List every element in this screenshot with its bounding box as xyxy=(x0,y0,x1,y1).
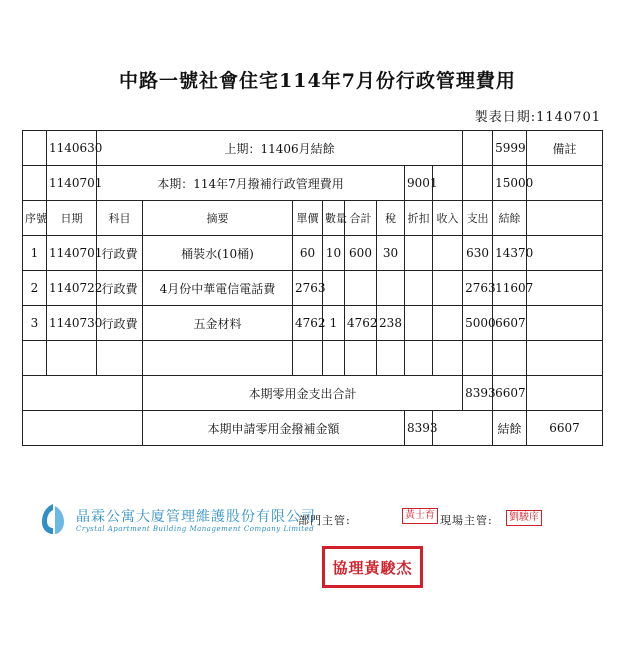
col-header: 合計 xyxy=(345,201,377,236)
subtotal-expense: 8393 xyxy=(463,376,493,411)
col-header: 序號 xyxy=(23,201,47,236)
request-amount: 8393 xyxy=(405,411,433,446)
subtotal-balance: 6607 xyxy=(493,376,527,411)
dept-manager-stamp: 黃士育 xyxy=(402,508,438,524)
table-row: 2 1140722 行政費 4月份中華電信電話費 2763 2763 11607 xyxy=(23,271,603,306)
table-row: 3 1140730 行政費 五金材料 4762 1 4762 238 5000 6607 xyxy=(23,306,603,341)
subtotal-label: 本期零用金支出合計 xyxy=(143,376,463,411)
expense-table xyxy=(22,130,603,446)
curr-date: 1140701 xyxy=(47,166,97,201)
remark-header: 備註 xyxy=(527,131,603,166)
col-header: 折扣 xyxy=(405,201,433,236)
company-name-en: Crystal Apartment Building Management Company Limited xyxy=(76,525,315,533)
site-manager-stamp: 劉駿庠 xyxy=(506,510,542,526)
request-label: 本期申請零用金撥補金額 xyxy=(143,411,405,446)
document-title: 中路一號社會住宅114年7月份行政管理費用 xyxy=(119,70,516,92)
col-header: 摘要 xyxy=(143,201,293,236)
curr-amount: 9001 xyxy=(405,166,433,201)
site-manager-label: 現場主管: xyxy=(440,514,493,527)
col-header: 收入 xyxy=(433,201,463,236)
header-row xyxy=(23,201,603,236)
empty-row xyxy=(23,341,603,376)
footer xyxy=(0,490,635,650)
request-row xyxy=(23,411,603,446)
prev-date: 1140630 xyxy=(47,131,97,166)
current-funding-row xyxy=(23,166,603,201)
col-header: 日期 xyxy=(47,201,97,236)
col-header: 單價 xyxy=(293,201,323,236)
prev-balance: 5999 xyxy=(493,131,527,166)
table-row: 1 1140701 行政費 桶裝水(10桶) 60 10 600 30 630 14370 xyxy=(23,236,603,271)
company-name: 晶霖公寓大廈管理維護股份有限公司 xyxy=(76,509,316,525)
subtotal-row xyxy=(23,376,603,411)
col-header: 數量 xyxy=(323,201,345,236)
curr-balance: 15000 xyxy=(493,166,527,201)
col-header: 稅 xyxy=(377,201,405,236)
request-balance-label: 結餘 xyxy=(493,411,527,446)
report-date: 製表日期:1140701 xyxy=(474,110,601,125)
col-header: 支出 xyxy=(463,201,493,236)
dept-manager-label: 部門主管: xyxy=(298,514,351,527)
curr-label: 本期：114年7月撥補行政管理費用 xyxy=(97,166,405,201)
prev-balance-row xyxy=(23,131,603,166)
company-logo-icon xyxy=(40,502,66,536)
prev-label: 上期：11406月結餘 xyxy=(97,131,463,166)
col-header: 科目 xyxy=(97,201,143,236)
manager-stamp: 協理黃駿杰 xyxy=(322,546,423,588)
request-balance: 6607 xyxy=(527,411,603,446)
col-header: 結餘 xyxy=(493,201,527,236)
